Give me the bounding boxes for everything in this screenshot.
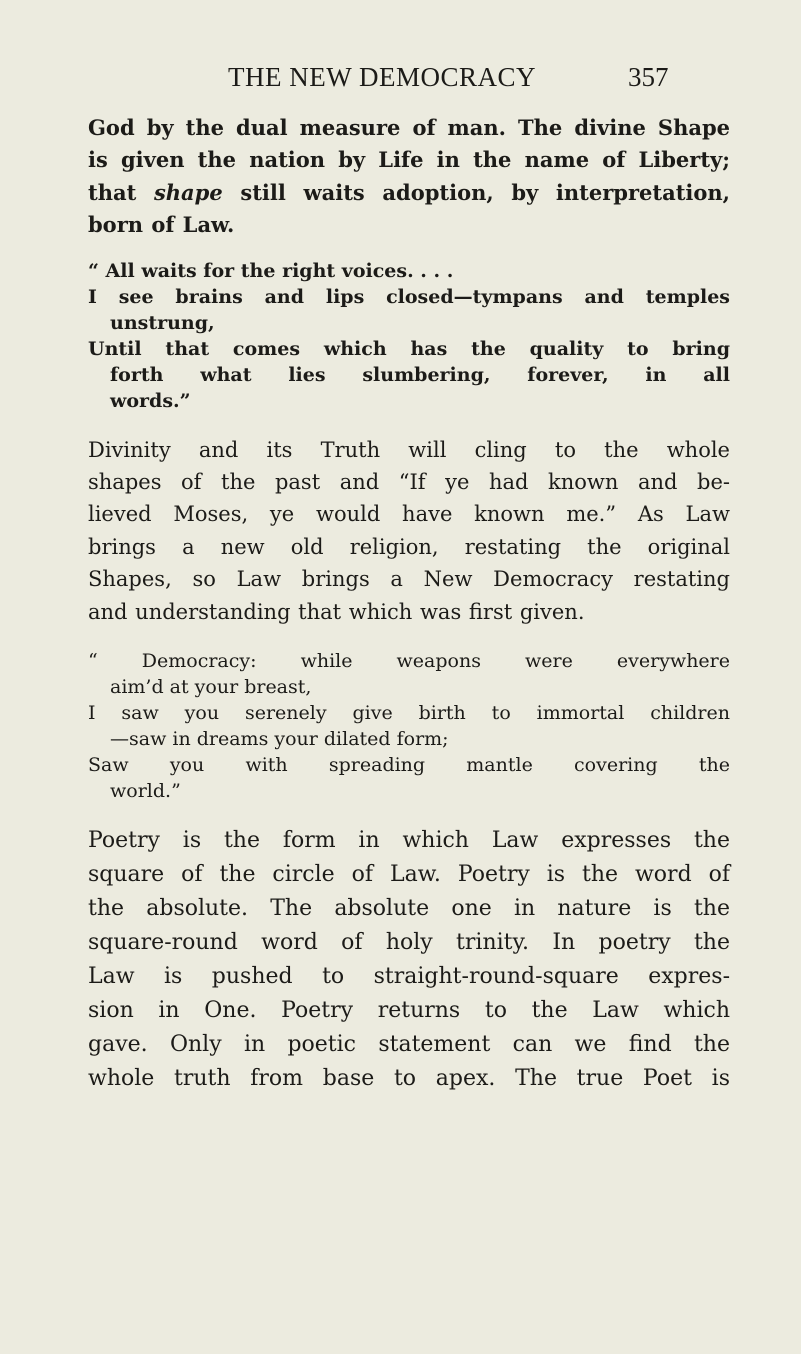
- verse-quote-1: [88, 258, 730, 414]
- text-line: the absolute. The absolute one in nature is the: [88, 896, 730, 922]
- text-line: brings a new old religion, restating the original: [88, 534, 730, 559]
- italic-word: shape: [153, 179, 223, 205]
- running-head-title: THE NEW DEMOCRACY: [228, 62, 536, 92]
- text-line: whole truth from base to apex. The true Poet is: [88, 1066, 730, 1092]
- text-line: born of Law.: [88, 212, 235, 238]
- text-line: gave. Only in poetic statement can we find the: [88, 1032, 730, 1058]
- text-line: sion in One. Poetry returns to the Law which: [88, 998, 730, 1024]
- body-text: [88, 112, 730, 1096]
- verse-line: Saw you with spreading mantle covering the: [88, 754, 730, 777]
- text-line: Divinity and its Truth will cling to the whole: [88, 437, 730, 462]
- text-line: [88, 177, 730, 209]
- text-line: Shapes, so Law brings a New Democracy restating: [88, 567, 730, 592]
- verse-line: unstrung,: [110, 311, 215, 334]
- text-line: shapes of the past and “If ye had known and be-: [88, 470, 730, 495]
- text-line: and understanding that which was first given.: [88, 599, 585, 624]
- paragraph-2: [88, 434, 730, 628]
- verse-line: “ All waits for the right voices. . . .: [88, 259, 454, 282]
- text-line: is given the nation by Life in the name of Liberty;: [88, 147, 730, 173]
- page-number: 357: [628, 62, 669, 92]
- text-fragment: still waits adoption, by interpretation,: [222, 179, 730, 205]
- paragraph-1: [88, 112, 730, 242]
- verse-line: I see brains and lips closed—tympans and temples: [88, 285, 730, 308]
- text-line: lieved Moses, ye would have known me.” As Law: [88, 502, 730, 527]
- running-head: [0, 62, 801, 96]
- paragraph-3: [88, 824, 730, 1096]
- verse-line: —saw in dreams your dilated form;: [110, 728, 449, 751]
- verse-line: aim’d at your breast,: [110, 676, 312, 699]
- verse-line: “ Democracy: while weapons were everywhere: [88, 650, 730, 673]
- text-line: Poetry is the form in which Law expresses the: [88, 828, 730, 854]
- text-line: God by the dual measure of man. The divine Shape: [88, 115, 730, 140]
- verse-line: words.”: [110, 389, 191, 412]
- text-line: square-round word of holy trinity. In poetry the: [88, 930, 730, 956]
- verse-line: forth what lies slumbering, forever, in all: [110, 363, 730, 386]
- text-fragment: that: [88, 179, 154, 205]
- text-line: Law is pushed to straight-round-square expres-: [88, 964, 730, 990]
- verse-quote-2: [88, 648, 730, 804]
- verse-line: Until that comes which has the quality to bring: [88, 337, 730, 360]
- verse-line: I saw you serenely give birth to immortal children: [88, 702, 730, 725]
- text-line: square of the circle of Law. Poetry is the word of: [88, 862, 730, 888]
- verse-line: world.”: [110, 780, 181, 803]
